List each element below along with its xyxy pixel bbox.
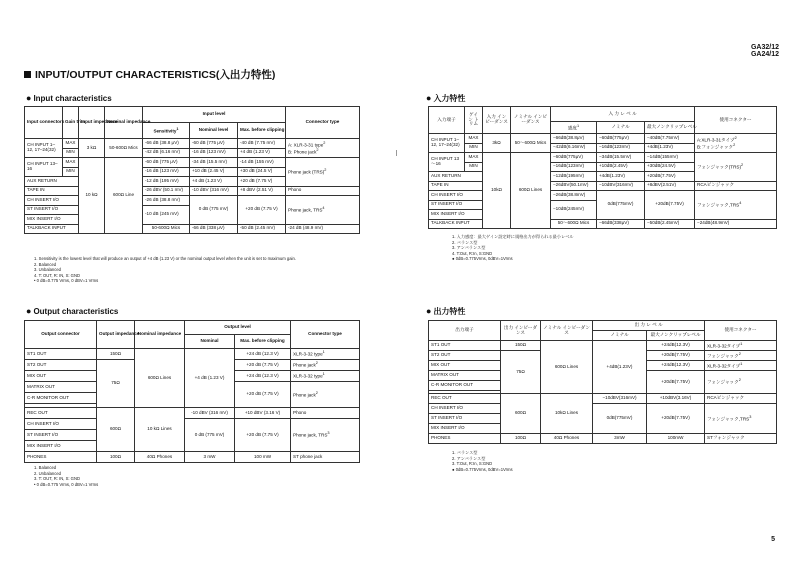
cell-connector-type: RCAピンジャック: [695, 181, 777, 191]
cell-connector: CH INPUT 13～16: [429, 153, 465, 172]
cell-sensitivity: -42 dB (6.16 mV): [143, 148, 190, 158]
cell-sensitivity: -60 dB (775 μV): [143, 158, 190, 168]
cell-nominal-impedance: 600Ω Lines: [511, 153, 551, 229]
cell-nominal-impedance: 600Ω Line: [105, 158, 143, 234]
cell-connector-type: RCAピンジャック: [705, 394, 777, 404]
header-sensitivity: Sensitivity$^1$: [143, 123, 190, 139]
page-title-text: INPUT/OUTPUT CHARACTERISTICS(入出力特性): [35, 69, 276, 81]
cell-connector: TALKBACK INPUT: [25, 224, 105, 234]
cell-sensitivity: −10dB(245mV): [551, 200, 597, 219]
note-line: 1. バランス型: [452, 450, 478, 455]
header-input-connector: 入力端子: [429, 107, 465, 134]
cell-max: 100 mW: [235, 452, 291, 463]
cell-sensitivity: -12 dB (195 mV): [143, 177, 190, 187]
cell-nominal-impedance: 40Ω Phones: [541, 434, 593, 444]
table-row: [429, 434, 777, 444]
cell-nominal: −10dBV(316mV): [597, 181, 645, 191]
cell-connector-type: Phone jack, TRS$^3$: [291, 419, 360, 452]
cell-connector: PHONES: [429, 434, 501, 444]
cell-connector: ST2 OUT: [25, 360, 97, 371]
cell-impedance: 150Ω: [97, 349, 135, 360]
note-line: 2. Unbalanced: [34, 470, 62, 476]
table-row: [25, 158, 360, 168]
footnote-mark: 1: [740, 361, 743, 366]
footnote-mark: 1: [740, 341, 743, 346]
note-line: 3. T: OUT, R: IN, S: GND: [34, 476, 80, 482]
cell-gain-max: MAX: [465, 153, 483, 163]
cell-max: +30 dB (24.5 V): [238, 167, 286, 177]
cell-sensitivity: -26 dBV (50.1 mV): [143, 186, 190, 196]
header-output-connector: Output connector: [25, 321, 97, 349]
table-row: [429, 181, 777, 191]
header-input-impedance: 入力 インピーダンス: [483, 107, 511, 134]
cell-max: +20dB(7.75V): [645, 172, 695, 182]
cell-connector: MATRIX OUT: [429, 371, 501, 381]
jp-output-notes: [452, 450, 513, 472]
cell-connector: CH INSERT I/O: [429, 191, 483, 201]
cell-max: +20dB(7.75V): [647, 371, 705, 394]
cell-sensitivity: −66dB(338μV): [597, 219, 645, 229]
cell-max: +24dB(12.3V): [647, 341, 705, 351]
cell-connector: CH INPUT 13–16: [25, 158, 63, 177]
cell-impedance: 75Ω: [501, 351, 541, 394]
table-row: [25, 419, 360, 430]
cell-impedance: 100Ω: [97, 452, 135, 463]
footnote-mark: 2: [316, 148, 319, 152]
cell-connector: ST INSERT I/O: [429, 414, 501, 424]
cell-impedance: 10 kΩ: [79, 158, 105, 234]
cell-nominal: -34 dB (15.5 mV): [190, 158, 238, 168]
cell-sensitivity: −26dB(38.8mV): [551, 191, 597, 201]
table-row: [25, 139, 360, 149]
cell-connector: MIX INSERT I/O: [25, 215, 79, 225]
cell-max: +10 dBV (3.16 V): [235, 408, 291, 419]
header-sensitivity: 感度$^1$: [551, 122, 597, 134]
header-input-impedance: Input impedance: [79, 107, 105, 139]
cell-nominal-impedance: 50-600Ω Mics: [143, 224, 190, 234]
header-connector-type: Connector type: [291, 321, 360, 349]
cell-connector: MIX OUT: [429, 361, 501, 371]
cell-sensitivity: −16dB(123mV): [551, 162, 597, 172]
header-input-connectors: Input connectors: [25, 107, 63, 139]
header-nominal-impedance: Nominal impedance: [105, 107, 143, 139]
header-output-connector: 出力端子: [429, 321, 501, 341]
header-output-impedance: 出力 インピーダンス: [501, 321, 541, 341]
cell-gain-min: MIN: [465, 162, 483, 172]
note-line: 2. Balanced: [34, 261, 57, 267]
cell-max: -40 dB (7.75 mV): [238, 139, 286, 149]
cell-nominal: 3mW: [593, 434, 647, 444]
cell-connector-type: フォンジャック,TRS$^4$: [695, 191, 777, 220]
cell-max: +24 dB (12.3 V): [235, 371, 291, 382]
cell-connector: CH INSERT I/O: [25, 196, 79, 206]
cell-connector: CH INPUT 1–12, 17–24(32): [25, 139, 63, 158]
cell-connector: MIX INSERT I/O: [429, 210, 483, 220]
footnote-mark: 3: [749, 414, 752, 419]
footnote-mark: 2: [738, 378, 741, 383]
note-line: • 0 dB=0.775 Vrms, 0 dBV=1 Vrms: [34, 481, 99, 487]
cell-nominal: -10 dBV (316 mV): [190, 186, 238, 196]
output-characteristics-heading: [26, 306, 118, 316]
footnote-mark: 2: [323, 140, 326, 145]
footnote-mark: 4: [739, 201, 742, 206]
cell-connector-type: フォンジャック(TRS)$^2$: [695, 153, 777, 182]
cell-connector: ST1 OUT: [25, 349, 97, 360]
note-line: 4. T: OUT, R: IN, S: GND: [34, 272, 80, 278]
cell-sensitivity: -10 dB (245 mV): [143, 205, 190, 224]
table-row: [429, 134, 777, 144]
cell-nominal: −10dBV(316mV): [593, 394, 647, 404]
cell-connector-type: XLR-3-32 type$^1$: [291, 349, 360, 360]
cell-impedance: 3 kΩ: [79, 139, 105, 158]
cell-gain-max: MAX: [465, 134, 483, 144]
cell-max: -24 dB (48.9 mV): [286, 224, 360, 234]
cell-max: +20dB(7.75V): [645, 191, 695, 220]
cell-max: +20 dB (7.75 V): [235, 419, 291, 452]
footnote-mark: 4: [322, 206, 325, 211]
jp-input-notes: [452, 234, 574, 262]
cell-impedance: 100Ω: [501, 434, 541, 444]
cell-nominal: -60 dB (775 μV): [190, 139, 238, 149]
cell-connector-type: XLR-3-32 type$^1$: [291, 371, 360, 382]
table-row: [429, 404, 777, 414]
cell-nominal-impedance: 50-600Ω Mics: [105, 139, 143, 158]
jp-output-table: [428, 320, 777, 444]
bullet-icon: ●: [426, 306, 432, 316]
footnote-mark: 1: [176, 126, 179, 131]
header-connector-type: 使用コネクター: [705, 321, 777, 341]
cell-gain-min: MIN: [465, 143, 483, 153]
cell-connector: ST INSERT I/O: [25, 205, 79, 215]
cell-max: +20dB(7.75V): [647, 351, 705, 361]
cell-nominal: −16dB(123mV): [597, 143, 645, 153]
cell-connector: MATRIX OUT: [25, 382, 97, 393]
heading-text: Input characteristics: [33, 94, 112, 103]
header-nominal: Nominal: [185, 335, 235, 349]
cell-sensitivity: −60dB(775μV): [551, 153, 597, 163]
cell-connector: CH INSERT I/O: [429, 404, 501, 414]
cell-connector: MIX INSERT I/O: [25, 441, 97, 452]
cell-max: +20dB(7.75V): [647, 404, 705, 434]
cell-impedance: 150Ω: [501, 341, 541, 351]
cell-connector-type: Phone jack$^2$: [291, 382, 360, 408]
cell-sensitivity: −42dB(6.16mV): [551, 143, 597, 153]
table-row: [429, 394, 777, 404]
note-line: • 0 dB=0.775 Vrms, 0 dBV=1 Vrms: [34, 278, 99, 284]
cell-gain-min: MIN: [63, 167, 79, 177]
cell-nominal-impedance: 50～600Ω Mics: [551, 219, 597, 229]
cell-max: 100mW: [647, 434, 705, 444]
cell-max: −40dB(7.75mV): [645, 134, 695, 144]
cell-nominal: 0dB(775mV): [597, 191, 645, 220]
cell-nominal: +10 dB (2.45 V): [190, 167, 238, 177]
model-number-line: GA32/12: [750, 44, 779, 51]
cell-gain-min: MIN: [63, 148, 79, 158]
header-max-before-clipping: Max. before clipping: [238, 123, 286, 139]
cell-nominal: 0 dB (775 mV): [185, 419, 235, 452]
cell-max: +8 dBV (2.51 V): [238, 186, 286, 196]
input-characteristics-heading: [26, 93, 112, 103]
cell-connector: C-R MONITOR OUT: [25, 393, 97, 404]
cell-impedance: 600Ω: [501, 394, 541, 434]
cell-connector-type: XLR-3-32タイプ$^1$: [705, 361, 777, 371]
table-row: [25, 452, 360, 463]
cell-max: +20 dB (7.75 V): [238, 177, 286, 187]
cell-nominal-impedance: 10 kΩ Lines: [135, 408, 185, 452]
cell-connector-type: STフォンジャック: [705, 434, 777, 444]
note-line: 1. Sensitivity is the lowest level that will produce an output of +4 dB (1.23 V) or the nominal output level when the unit is set to maximum gain.: [34, 256, 296, 261]
cell-connector-type: フォンジャック,TRS$^3$: [705, 404, 777, 434]
table-row: [429, 341, 777, 351]
footnote-mark: 2: [738, 351, 741, 356]
cell-connector-type: Phone jack (TRS)$^2$: [286, 158, 360, 187]
cell-connector: ST1 OUT: [429, 341, 501, 351]
page-number: 5: [771, 536, 775, 543]
cell-nominal: +4dB(1.23V): [593, 341, 647, 394]
cell-connector-type: フォンジャック$^2$: [705, 371, 777, 394]
header-input-level: 入 力 レ ベ ル: [551, 107, 695, 122]
header-gain-trim: Gain trim: [63, 107, 79, 139]
footnote-mark: 2: [741, 163, 744, 168]
jp-input-heading: [426, 93, 465, 104]
cell-max: -14 dB (155 mV): [238, 158, 286, 168]
cell-nominal: −34dB(15.5mV): [597, 153, 645, 163]
cell-connector: PHONES: [25, 452, 97, 463]
footnote-mark: 2: [734, 135, 737, 140]
header-connector-type: 使用コネクター: [695, 107, 777, 134]
table-row: [429, 153, 777, 163]
cell-connector: C-R MONITOR OUT: [429, 381, 501, 391]
footnote-mark: 3: [327, 431, 330, 436]
cell-nominal: -16 dB (123 mV): [190, 148, 238, 158]
cell-connector: AUX RETURN: [429, 172, 483, 182]
cell-connector-type: ST phone jack: [291, 452, 360, 463]
header-max-before-clipping: Max. before clipping: [235, 335, 291, 349]
footnote-mark: 1: [322, 372, 325, 377]
cell-nominal: 3 mW: [185, 452, 235, 463]
table-row: [429, 191, 777, 201]
input-notes: [34, 256, 296, 284]
cell-connector-type: Phono: [291, 408, 360, 419]
table-row: [25, 408, 360, 419]
input-characteristics-table: [24, 106, 360, 234]
header-nominal-level: Nominal level: [190, 123, 238, 139]
table-row: [25, 224, 360, 234]
cell-max: +10dBV(3.16V): [647, 394, 705, 404]
cell-connector: ST INSERT I/O: [25, 430, 97, 441]
note-line: 2. アンバランス型: [452, 455, 486, 461]
header-max-before-clipping: 最大ノンクリップレベル: [647, 331, 705, 341]
footnote-mark: 2: [733, 143, 736, 147]
cell-nominal-impedance: 40Ω Phones: [135, 452, 185, 463]
note-line: 4. T:Out, R:In, S:GND: [452, 250, 493, 256]
cell-nominal: +4dB(1.23V): [597, 172, 645, 182]
note-line: 3. アンバランス型: [452, 245, 486, 251]
cell-max: −24dB(48.9mV): [695, 219, 777, 229]
cell-max: +4dB(1.23V): [645, 143, 695, 153]
cell-gain-max: MAX: [63, 139, 79, 149]
footnote-mark: 1: [577, 123, 580, 128]
cell-connector-type: XLR-3-32タイプ$^1$: [705, 341, 777, 351]
note-line: 3. Unbalanced: [34, 267, 62, 273]
cell-nominal: +4 dB (1.23 V): [190, 177, 238, 187]
note-line: 2. バランス型: [452, 239, 478, 245]
heading-text: 入力特性: [433, 94, 466, 103]
cell-nominal: 0dB(775mV): [593, 404, 647, 434]
cell-nominal: -50 dB (2.45 mV): [238, 224, 286, 234]
cell-max: +24dB(12.3V): [647, 361, 705, 371]
cell-connector: ST INSERT I/O: [429, 200, 483, 210]
cell-sensitivity: −26dBV(50.1mV): [551, 181, 597, 191]
cell-impedance: 75Ω: [97, 360, 135, 408]
header-nominal-level: ノミナル: [597, 122, 645, 134]
note-line: ● 0dB=0.775Vrms, 0dBV=1Vrms: [452, 466, 513, 472]
cell-sensitivity: -66 dB (38.8 μV): [143, 139, 190, 149]
cell-impedance: 600Ω: [97, 408, 135, 452]
cell-connector: AUX RETURN: [25, 177, 79, 187]
cell-connector: MIX OUT: [25, 371, 97, 382]
header-output-level: 出 力 レ ベ ル: [593, 321, 705, 331]
header-max-before-clipping: 最大ノンクリップレベル: [645, 122, 695, 134]
cell-max: +4 dB (1.23 V): [238, 148, 286, 158]
cell-connector-type: Phone jack, TRS$^4$: [286, 196, 360, 225]
cell-sensitivity: -26 dB (38.8 mV): [143, 196, 190, 206]
page-title: [24, 67, 275, 82]
fold-mark: [396, 150, 397, 156]
header-nominal: ノミナル: [593, 331, 647, 341]
table-row: [25, 186, 360, 196]
cell-max: +24 dB (12.3 V): [235, 349, 291, 360]
cell-sensitivity: -16 dB (123 mV): [143, 167, 190, 177]
model-number: [751, 44, 779, 58]
table-row: [25, 196, 360, 206]
cell-connector: TAPE IN: [429, 181, 483, 191]
header-gain-trim: ゲイン トリム: [465, 107, 483, 134]
cell-nominal: −50dB(2.45mV): [645, 219, 695, 229]
footnote-mark: 2: [315, 361, 318, 366]
cell-sensitivity: -66 dB (338 μV): [190, 224, 238, 234]
heading-text: 出力特性: [433, 307, 466, 316]
cell-nominal: +4 dB (1.23 V): [185, 349, 235, 408]
bullet-icon: ●: [26, 306, 32, 316]
cell-max: +20 dB (7.75 V): [235, 360, 291, 371]
cell-connector: CH INPUT 1–12, 17–24(32): [429, 134, 465, 153]
cell-nominal: -10 dBV (316 mV): [185, 408, 235, 419]
note-line: 3. T:Out, R:In, S:GND: [452, 461, 493, 467]
cell-impedance: 10kΩ: [483, 153, 511, 229]
cell-connector: TALKBACK INPUT: [429, 219, 511, 229]
cell-connector: REC OUT: [429, 394, 501, 404]
header-input-level: Input level: [143, 107, 286, 123]
cell-nominal-impedance: 10kΩ Lines: [541, 394, 593, 434]
footnote-mark: 2: [315, 390, 318, 395]
cell-connector-type: フォンジャック$^2$: [705, 351, 777, 361]
cell-connector: TAPE IN: [25, 186, 79, 196]
note-line: ● 0dB=0.775Vrms, 0dBV=1Vrms: [452, 256, 513, 262]
note-line: 1. 入力感度：最大ゲイン設定時に規格出力が得られる最小レベル: [452, 234, 574, 239]
table-row: [25, 349, 360, 360]
cell-sensitivity: −12dB(195mV): [551, 172, 597, 182]
note-line: 1. Balanced: [34, 465, 57, 470]
cell-impedance: 3kΩ: [483, 134, 511, 153]
cell-nominal: −60dB(775μV): [597, 134, 645, 144]
cell-max: +20 dB (7.75 V): [238, 196, 286, 225]
square-bullet-icon: [24, 71, 31, 78]
cell-connector: MIX INSERT I/O: [429, 424, 501, 434]
model-number-line: GA24/12: [750, 51, 779, 58]
footnote-mark: 2: [324, 168, 327, 173]
cell-nominal-impedance: 600Ω Lines: [541, 341, 593, 394]
output-characteristics-table: [24, 320, 360, 463]
cell-nominal: +10dB(2.45V): [597, 162, 645, 172]
cell-nominal-impedance: 600Ω Lines: [135, 349, 185, 408]
cell-max: +8dBV(2.51V): [645, 181, 695, 191]
heading-text: Output characteristics: [33, 307, 119, 316]
cell-sensitivity: −66dB(38.8μV): [551, 134, 597, 144]
header-nominal-impedance: ノミナル インピーダンス: [511, 107, 551, 134]
jp-input-table: [428, 106, 777, 229]
bullet-icon: ●: [426, 93, 432, 103]
cell-nominal: 0 dB (775 mV): [190, 196, 238, 225]
cell-connector-type: Phono: [286, 186, 360, 196]
cell-max: +20 dB (7.75 V): [235, 382, 291, 408]
cell-connector: REC OUT: [25, 408, 97, 419]
cell-nominal-impedance: 50～600Ω Mics: [511, 134, 551, 153]
footnote-mark: 1: [322, 350, 325, 355]
bullet-icon: ●: [26, 93, 32, 103]
jp-output-heading: [426, 306, 465, 317]
cell-max: −14dB(155mV): [645, 153, 695, 163]
cell-connector-type: A: XLR-3-31 type$^2$ B: Phone jack$^2$: [286, 139, 360, 158]
cell-connector: CH INSERT I/O: [25, 419, 97, 430]
cell-gain-max: MAX: [63, 158, 79, 168]
table-row: [429, 219, 777, 229]
header-nominal-impedance: ノミナル インピーダンス: [541, 321, 593, 341]
header-connector-type: Connector type: [286, 107, 360, 139]
header-nominal-impedance: Nominal impedance: [135, 321, 185, 349]
cell-max: +30dB(24.5V): [645, 162, 695, 172]
cell-connector: ST2 OUT: [429, 351, 501, 361]
header-output-level: Output level: [185, 321, 291, 335]
cell-connector-type: Phone jack$^2$: [291, 360, 360, 371]
cell-connector-type: A:XLR-3-31タイプ$^2$ B:フォンジャック$^2$: [695, 134, 777, 153]
header-output-impedance: Output impedance: [97, 321, 135, 349]
output-notes: [34, 465, 98, 487]
